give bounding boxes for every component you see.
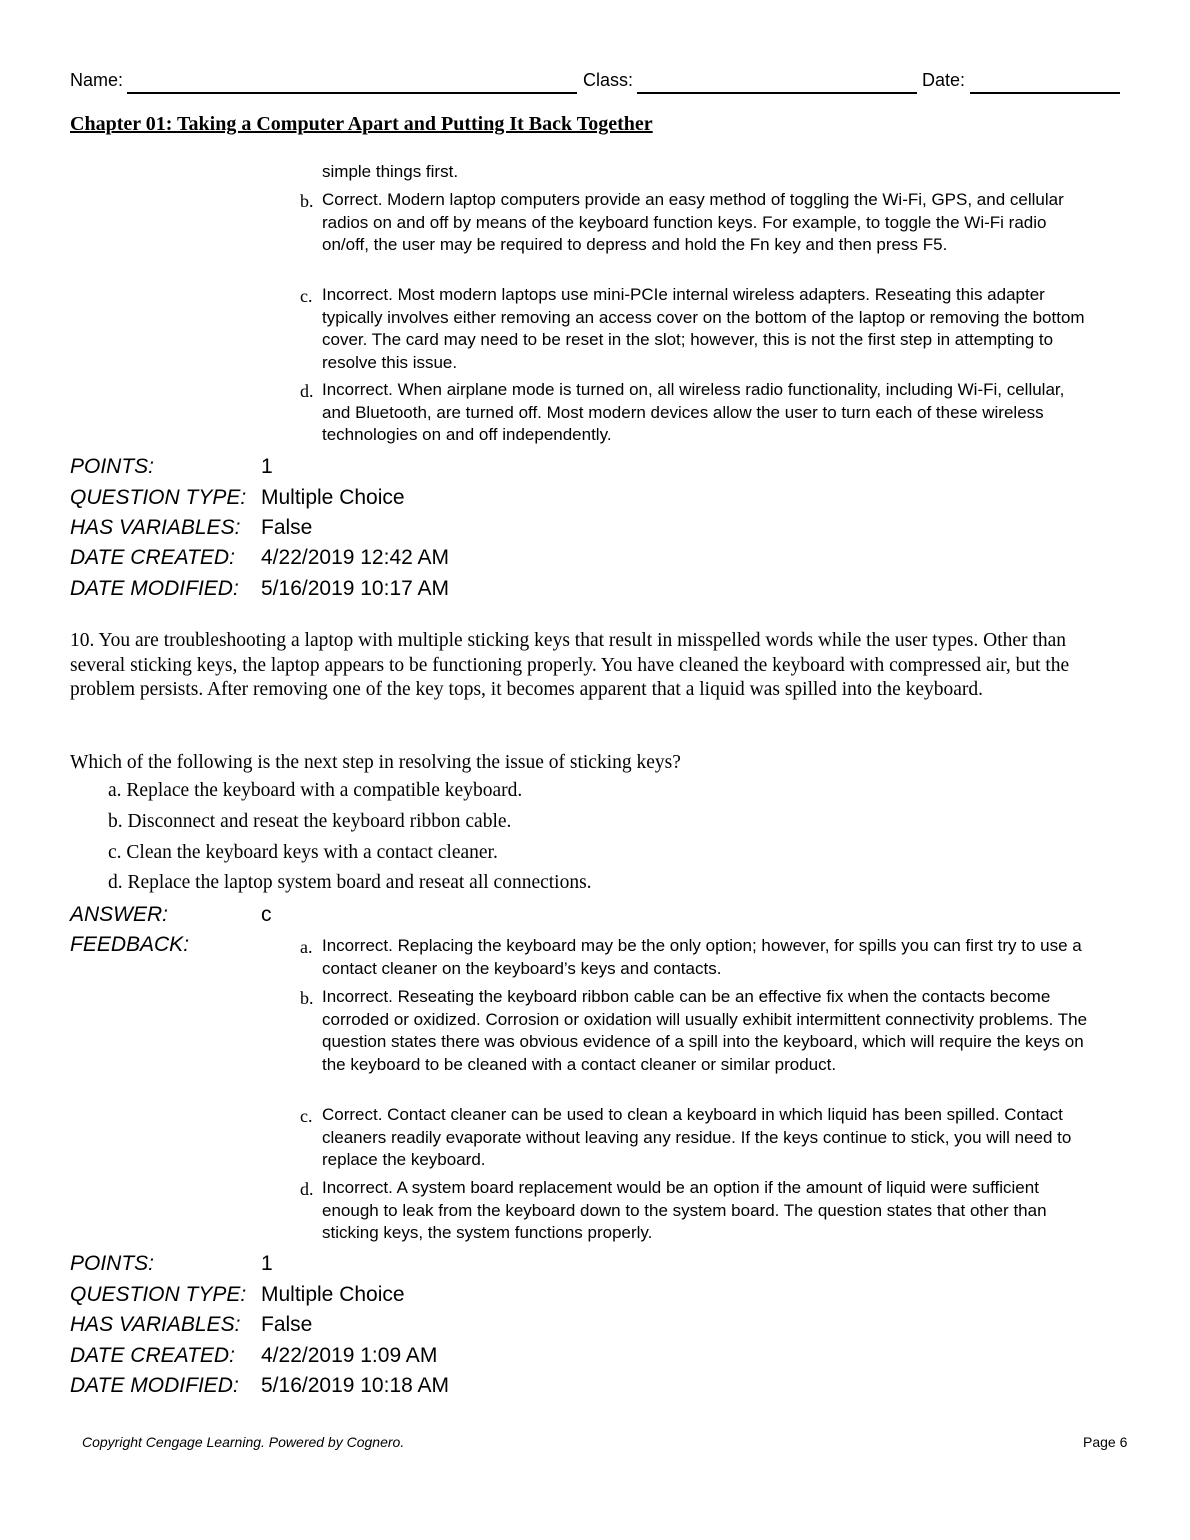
- feedback-text: Correct. Contact cleaner can be used to clean a keyboard in which liquid has been spilled. Contact cleaners readily evaporate without leaving any residue. If the keys continue to stick, you will need to replace the keyboard.: [322, 1105, 1072, 1169]
- feedback-text: Incorrect. When airplane mode is turned on, all wireless radio functionality, including Wi-Fi, cellular, and Bluetooth, are turned off. Most modern devices allow the user to turn each of these wireless technologies on and off independently.: [322, 380, 1065, 444]
- q9-feedback-b: [300, 189, 1090, 257]
- meta-key: POINTS:: [70, 1252, 155, 1275]
- q10-feedback-d: [300, 1177, 1090, 1245]
- meta-value: Multiple Choice: [261, 1283, 405, 1306]
- feedback-letter: d.: [300, 381, 314, 401]
- date-label: Date:: [922, 70, 966, 90]
- meta-key: HAS VARIABLES:: [70, 1313, 241, 1336]
- feedback-letter: c.: [300, 286, 313, 306]
- feedback-text: Incorrect. A system board replacement would be an option if the amount of liquid were sufficient enough to leak from the keyboard down to the system board. The question states that other than sticking keys, the system functions properly.: [322, 1178, 1047, 1242]
- meta-key: DATE MODIFIED:: [70, 577, 239, 600]
- meta-value: 5/16/2019 10:17 AM: [261, 577, 449, 600]
- feedback-text: Incorrect. Most modern laptops use mini-PCIe internal wireless adapters. Reseating this adapter typically involves either removing an access cover on the bottom of the laptop or removing the bottom cover. The card may need to be reset in the slot; however, this is not the first step in attempting to resolve this issue.: [322, 285, 1085, 372]
- meta-value: Multiple Choice: [261, 486, 405, 509]
- feedback-text: Correct. Modern laptop computers provide an easy method of toggling the Wi-Fi, GPS, and cellular radios on and off by means of the keyboard function keys. For example, to toggle the Wi-Fi radio on/off, the user may be required to depress and hold the Fn key and then press F5.: [322, 190, 1064, 254]
- q9-feedback-c: [300, 284, 1090, 374]
- name-line: [127, 92, 577, 94]
- footer-copyright: Copyright Cengage Learning. Powered by Cognero.: [82, 1434, 405, 1450]
- meta-key: QUESTION TYPE:: [70, 486, 247, 509]
- feedback-text: Incorrect. Reseating the keyboard ribbon cable can be an effective fix when the contacts become corroded or oxidized. Corrosion or oxidation will usually exhibit intermittent connectivity problems. The question states there was obvious evidence of a spill into the keyboard, which will require the keys on the keyboard to be cleaned with a contact cleaner or similar product.: [322, 987, 1088, 1074]
- meta-value: False: [261, 516, 313, 539]
- name-label: Name:: [70, 70, 124, 90]
- q10-feedback-c: [300, 1104, 1090, 1172]
- feedback-letter: d.: [300, 1179, 314, 1199]
- meta-value: 1: [261, 455, 273, 478]
- choice-c: c. Clean the keyboard keys with a contact cleaner.: [108, 842, 498, 863]
- meta-value: 4/22/2019 12:42 AM: [261, 546, 449, 569]
- footer-page-number: Page 6: [1083, 1434, 1128, 1450]
- q10-feedback-a: [300, 935, 1090, 980]
- meta-key: QUESTION TYPE:: [70, 1283, 247, 1306]
- meta-key: POINTS:: [70, 455, 155, 478]
- question-10-stem: 10. You are troubleshooting a laptop with multiple sticking keys that result in misspelled words while the user types. Other than several sticking keys, the laptop appears to be functioning properly. You have cleaned the keyboard with compressed air, but the problem persists. After removing one of the key tops, it becomes apparent that a liquid was spilled into the keyboard.: [70, 630, 1070, 700]
- meta-value: 5/16/2019 10:18 AM: [261, 1374, 449, 1397]
- feedback-letter: b.: [300, 988, 314, 1008]
- question-10-prompt: Which of the following is the next step in resolving the issue of sticking keys?: [70, 752, 681, 773]
- q9-feedback-d: [300, 379, 1090, 447]
- feedback-letter: a.: [300, 937, 313, 957]
- feedback-letter: c.: [300, 1106, 313, 1126]
- feedback-text: Incorrect. Replacing the keyboard may be the only option; however, for spills you can first try to use a contact cleaner on the keyboard’s keys and contacts.: [322, 936, 1082, 978]
- meta-value: 1: [261, 1252, 273, 1275]
- q10-feedback-b: [300, 986, 1090, 1076]
- class-line: [637, 92, 917, 94]
- answer-label: ANSWER:: [70, 903, 169, 926]
- feedback-letter: b.: [300, 191, 314, 211]
- feedback-label: FEEDBACK:: [70, 933, 190, 956]
- choice-d: d. Replace the laptop system board and reseat all connections.: [108, 872, 592, 893]
- choice-b: b. Disconnect and reseat the keyboard ribbon cable.: [108, 811, 512, 832]
- meta-key: DATE CREATED:: [70, 546, 235, 569]
- meta-value: False: [261, 1313, 313, 1336]
- answer-value: c: [261, 903, 272, 926]
- date-line: [970, 92, 1120, 94]
- meta-key: DATE MODIFIED:: [70, 1374, 239, 1397]
- meta-key: HAS VARIABLES:: [70, 516, 241, 539]
- chapter-title: Chapter 01: Taking a Computer Apart and Putting It Back Together: [70, 113, 653, 135]
- meta-key: DATE CREATED:: [70, 1344, 235, 1367]
- choice-a: a. Replace the keyboard with a compatible keyboard.: [108, 780, 523, 801]
- feedback-continuation: simple things first.: [322, 162, 459, 181]
- meta-value: 4/22/2019 1:09 AM: [261, 1344, 438, 1367]
- class-label: Class:: [583, 70, 634, 90]
- header-fields: [70, 70, 1120, 96]
